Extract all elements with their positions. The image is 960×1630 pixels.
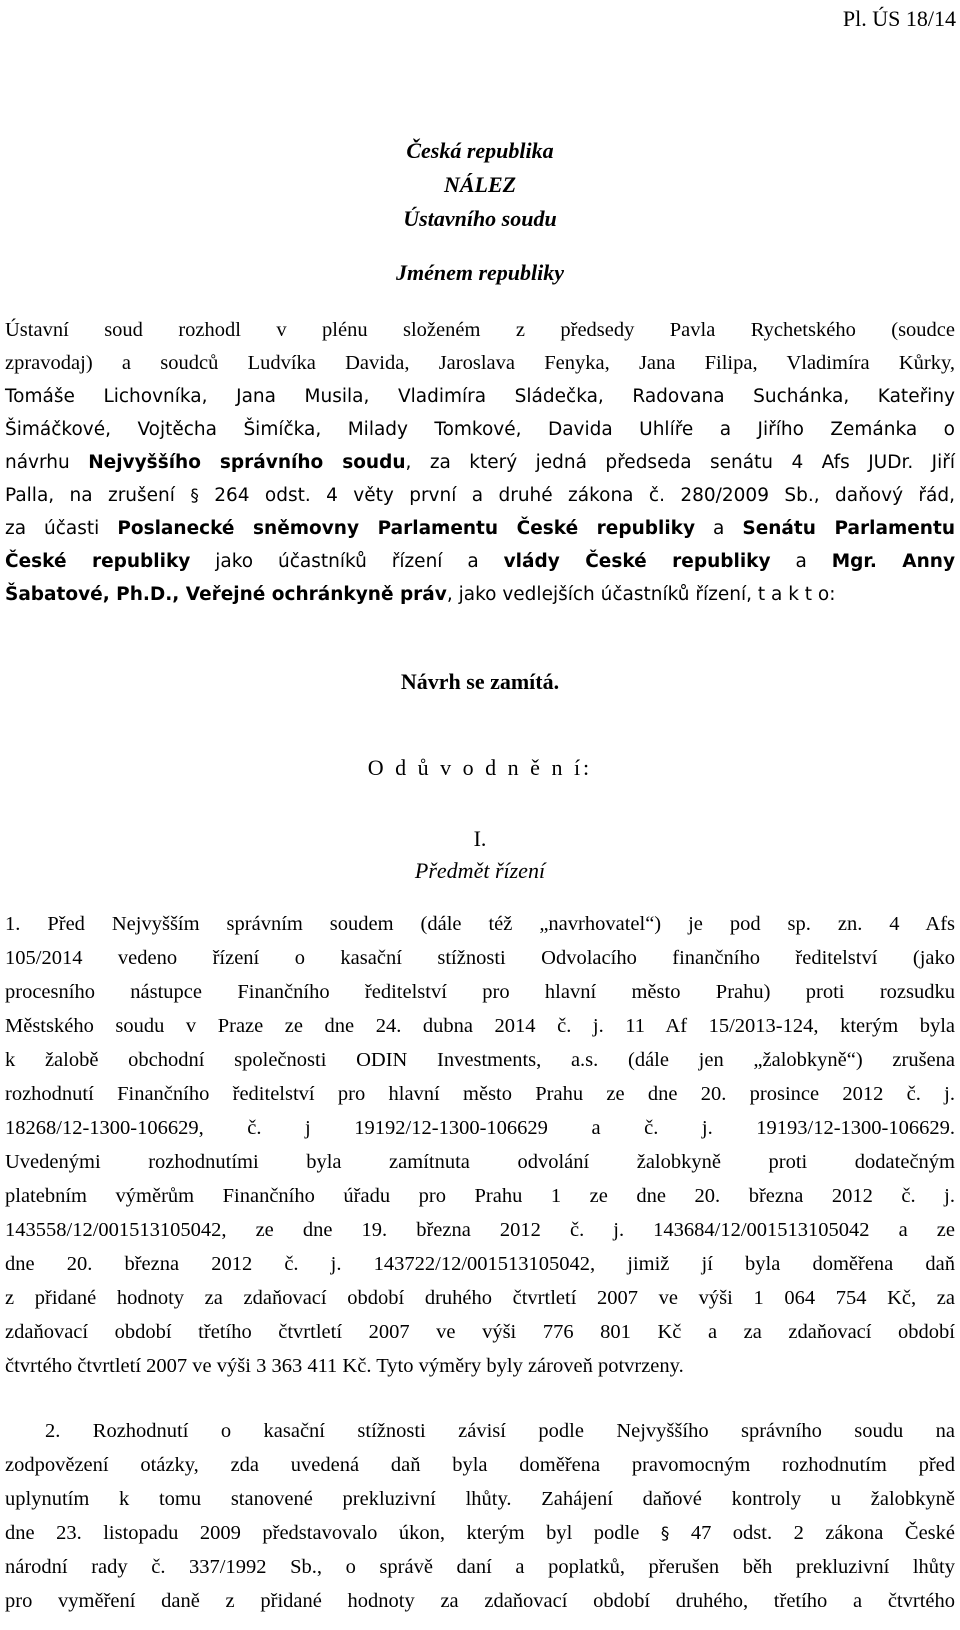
para1-line: procesního nástupce Finančního ředitelství pro hlavní město Prahu) proti rozsudku — [5, 981, 955, 1003]
intro-line — [5, 512, 955, 545]
para1-line: 1. Před Nejvyšším správním soudem (dále též „navrhovatel“) je pod sp. zn. 4 Afs — [5, 913, 955, 935]
para1-line: Městského soudu v Praze ze dne 24. dubna 2014 č. j. 11 Af 15/2013-124, kterým byla — [5, 1015, 955, 1037]
intro-text: Palla, na zrušení — [5, 485, 175, 506]
party-name: Senátu Parlamentu — [742, 518, 955, 539]
intro-text: a — [795, 551, 807, 572]
section-sign: § — [660, 1524, 670, 1544]
heading-country: Česká republika — [406, 138, 554, 163]
intro-line: zpravodaj) a soudců Ludvíka Davida, Jaroslava Fenyka, Jana Filipa, Vladimíra Kůrky, — [5, 352, 955, 374]
party-name: Poslanecké sněmovny Parlamentu České republiky — [117, 518, 696, 539]
in-name-of-republic: Jménem republiky — [395, 260, 565, 285]
intro-text: , za který jedná předseda senátu 4 Afs JUDr. Jiří — [405, 452, 956, 473]
intro-line — [5, 578, 955, 611]
para2-text: 47 odst. 2 zákona České — [690, 1522, 956, 1544]
para1-line: 18268/12-1300-106629, č. j 19192/12-1300-106629 a č. j. 19193/12-1300-106629. — [5, 1117, 955, 1139]
intro-text: za účasti — [5, 518, 100, 539]
para2-line: pro vyměření daně z přidané hodnoty za zdaňovací období druhého, třetího a čtvrtého — [5, 1590, 955, 1612]
intro-line — [5, 446, 955, 479]
para1-line: čtvrtého čtvrtletí 2007 ve výši 3 363 411 Kč. Tyto výměry byly zároveň potvrzeny. — [5, 1355, 684, 1377]
section-sign: § — [190, 486, 199, 506]
para1-line: 143558/12/001513105042, ze dne 19. března 2012 č. j. 143684/12/001513105042 a ze — [5, 1219, 955, 1241]
intro-text: jako účastníků řízení a — [215, 551, 479, 572]
intro-line: Tomáše Lichovníka, Jana Musila, Vladimíra Sládečka, Radovana Suchánka, Kateřiny — [5, 386, 955, 407]
para1-line: dne 20. března 2012 č. j. 143722/12/001513105042, jimiž jí byla doměřena daň — [5, 1253, 955, 1275]
party-name: České republiky — [5, 551, 191, 572]
page-reference: Pl. ÚS 18/14 — [842, 6, 956, 31]
para2-line: zodpovězení otázky, zda uvedená daň byla doměřena pravomocným rozhodnutím před — [5, 1454, 955, 1476]
intro-line — [5, 545, 955, 578]
intro-text: 264 odst. 4 věty první a druhé zákona č. 280/2009 Sb. — [214, 485, 814, 506]
para1-line: z přidané hodnoty za zdaňovací období druhého čtvrtletí 2007 ve výši 1 064 754 Kč, za — [5, 1287, 955, 1309]
intro-line — [5, 479, 955, 512]
intro-text: , jako vedlejších účastníků řízení, t a k t o: — [446, 584, 836, 605]
para2-line: 2. Rozhodnutí o kasační stížnosti závisí podle Nejvyššího správního soudu na — [45, 1420, 955, 1442]
intro-text: , daňový řád, — [813, 485, 955, 506]
para2-line: uplynutím k tomu stanovené prekluzivní lhůty. Zahájení daňové kontroly u žalobkyně — [5, 1488, 955, 1510]
para2-line — [5, 1517, 955, 1550]
intro-text: návrhu — [5, 452, 70, 473]
intro-line: Ústavní soud rozhodl v plénu složeném z předsedy Pavla Rychetského (soudce — [5, 319, 955, 341]
para1-line: rozhodnutí Finančního ředitelství pro hlavní město Prahu ze dne 20. prosince 2012 č. j. — [5, 1083, 955, 1105]
heading-finding: NÁLEZ — [443, 172, 517, 197]
para1-line: zdaňovací období třetího čtvrtletí 2007 ve výši 776 801 Kč a za zdaňovací období — [5, 1321, 955, 1343]
document-heading — [0, 134, 960, 236]
para1-line: k žalobě obchodní společnosti ODIN Investments, a.s. (dále jen „žalobkyně“) zrušena — [5, 1049, 955, 1071]
section-title: Předmět řízení — [414, 858, 546, 883]
para2-line: národní rady č. 337/1992 Sb., o správě daní a poplatků, přerušen běh prekluzivní lhůty — [5, 1556, 955, 1578]
reasoning-title: O d ů v o d n ě n í: — [367, 755, 593, 780]
para1-line: 105/2014 vedeno řízení o kasační stížnosti Odvolacího finančního ředitelství (jako — [5, 947, 955, 969]
para1-line: platebním výměrům Finančního úřadu pro Prahu 1 ze dne 20. března 2012 č. j. — [5, 1185, 955, 1207]
party-name: vlády České republiky — [503, 551, 771, 572]
verdict: Návrh se zamítá. — [400, 669, 560, 694]
para1-line: Uvedenými rozhodnutími byla zamítnuta odvolání žalobkyně proti dodatečným — [5, 1151, 955, 1173]
petitioner-name: Nejvyššího správního soudu — [88, 452, 406, 473]
para2-text: dne 23. listopadu 2009 představovalo úkon, kterým byl podle — [5, 1522, 640, 1544]
section-number: I. — [473, 826, 487, 851]
party-name: Šabatové, Ph.D., Veřejné ochránkyně práv — [5, 584, 447, 605]
heading-court: Ústavního soudu — [403, 206, 557, 231]
intro-text: a — [713, 518, 725, 539]
intro-line: Šimáčkové, Vojtěcha Šimíčka, Milady Tomkové, Davida Uhlíře a Jiřího Zemánka o — [5, 419, 955, 440]
party-name: Mgr. Anny — [831, 551, 956, 572]
